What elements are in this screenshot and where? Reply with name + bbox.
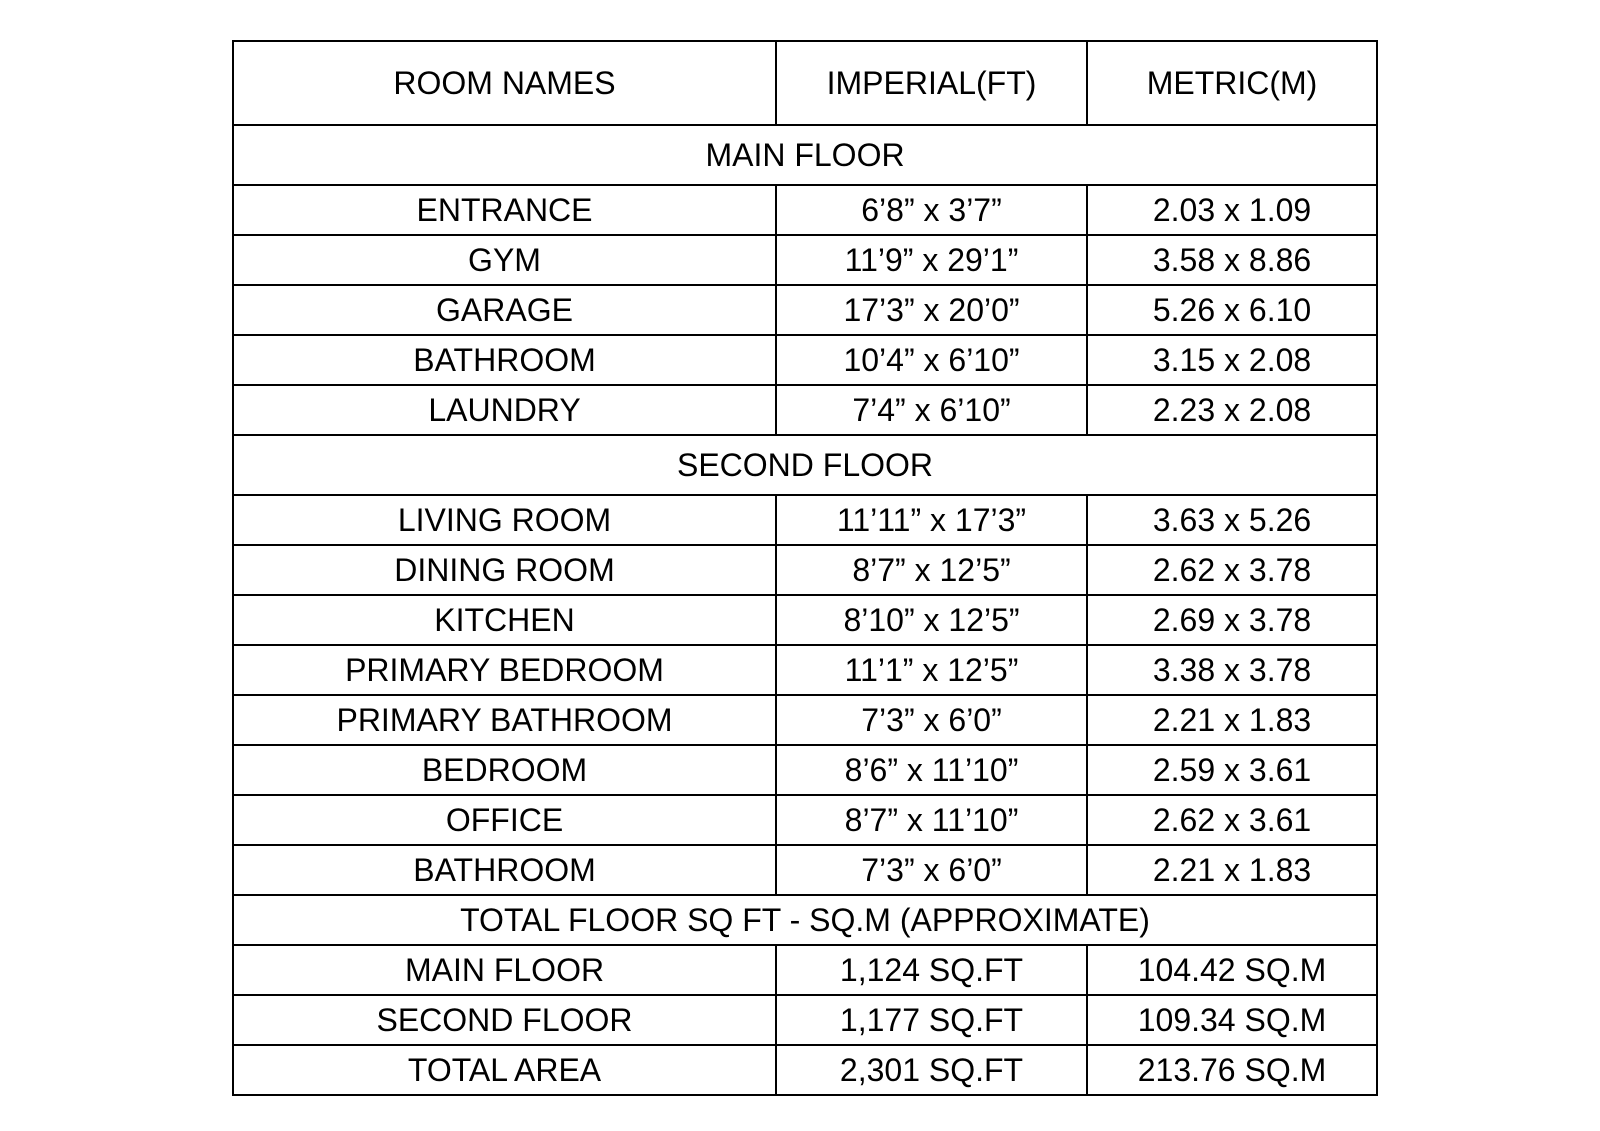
metric-value: 2.62 x 3.61 bbox=[1087, 795, 1377, 845]
section-title: SECOND FLOOR bbox=[233, 435, 1377, 495]
room-name: BATHROOM bbox=[233, 845, 776, 895]
metric-value: 2.21 x 1.83 bbox=[1087, 695, 1377, 745]
imperial-value: 10’4” x 6’10” bbox=[776, 335, 1087, 385]
room-name: DINING ROOM bbox=[233, 545, 776, 595]
table-row bbox=[233, 1045, 1377, 1095]
total-name: MAIN FLOOR bbox=[233, 945, 776, 995]
table-row bbox=[233, 185, 1377, 235]
header-metric: METRIC(M) bbox=[1087, 41, 1377, 125]
metric-value: 2.69 x 3.78 bbox=[1087, 595, 1377, 645]
metric-value: 5.26 x 6.10 bbox=[1087, 285, 1377, 335]
table-row bbox=[233, 495, 1377, 545]
imperial-value: 2,301 SQ.FT bbox=[776, 1045, 1087, 1095]
imperial-value: 1,177 SQ.FT bbox=[776, 995, 1087, 1045]
metric-value: 109.34 SQ.M bbox=[1087, 995, 1377, 1045]
room-name: ENTRANCE bbox=[233, 185, 776, 235]
imperial-value: 11’9” x 29’1” bbox=[776, 235, 1087, 285]
table-row bbox=[233, 235, 1377, 285]
room-name: PRIMARY BATHROOM bbox=[233, 695, 776, 745]
section-second-floor bbox=[233, 435, 1377, 495]
metric-value: 2.21 x 1.83 bbox=[1087, 845, 1377, 895]
section-title: TOTAL FLOOR SQ FT - SQ.M (APPROXIMATE) bbox=[233, 895, 1377, 945]
table-row bbox=[233, 695, 1377, 745]
table-row bbox=[233, 335, 1377, 385]
imperial-value: 1,124 SQ.FT bbox=[776, 945, 1087, 995]
header-imperial: IMPERIAL(FT) bbox=[776, 41, 1087, 125]
metric-value: 213.76 SQ.M bbox=[1087, 1045, 1377, 1095]
table-row bbox=[233, 795, 1377, 845]
room-dimensions-table bbox=[232, 40, 1378, 1096]
imperial-value: 7’3” x 6’0” bbox=[776, 845, 1087, 895]
section-totals bbox=[233, 895, 1377, 945]
metric-value: 2.03 x 1.09 bbox=[1087, 185, 1377, 235]
room-name: BATHROOM bbox=[233, 335, 776, 385]
metric-value: 2.59 x 3.61 bbox=[1087, 745, 1377, 795]
room-name: KITCHEN bbox=[233, 595, 776, 645]
table-row bbox=[233, 745, 1377, 795]
imperial-value: 6’8” x 3’7” bbox=[776, 185, 1087, 235]
metric-value: 3.38 x 3.78 bbox=[1087, 645, 1377, 695]
room-name: PRIMARY BEDROOM bbox=[233, 645, 776, 695]
table-row bbox=[233, 995, 1377, 1045]
room-name: GARAGE bbox=[233, 285, 776, 335]
room-name: OFFICE bbox=[233, 795, 776, 845]
table-row bbox=[233, 945, 1377, 995]
room-name: LIVING ROOM bbox=[233, 495, 776, 545]
metric-value: 3.63 x 5.26 bbox=[1087, 495, 1377, 545]
imperial-value: 17’3” x 20’0” bbox=[776, 285, 1087, 335]
total-name: SECOND FLOOR bbox=[233, 995, 776, 1045]
imperial-value: 8’7” x 12’5” bbox=[776, 545, 1087, 595]
table-row bbox=[233, 645, 1377, 695]
imperial-value: 11’11” x 17’3” bbox=[776, 495, 1087, 545]
section-main-floor bbox=[233, 125, 1377, 185]
metric-value: 2.23 x 2.08 bbox=[1087, 385, 1377, 435]
room-name: LAUNDRY bbox=[233, 385, 776, 435]
imperial-value: 7’4” x 6’10” bbox=[776, 385, 1087, 435]
table-row bbox=[233, 285, 1377, 335]
room-name: BEDROOM bbox=[233, 745, 776, 795]
table-row bbox=[233, 595, 1377, 645]
metric-value: 3.58 x 8.86 bbox=[1087, 235, 1377, 285]
metric-value: 2.62 x 3.78 bbox=[1087, 545, 1377, 595]
imperial-value: 8’6” x 11’10” bbox=[776, 745, 1087, 795]
metric-value: 3.15 x 2.08 bbox=[1087, 335, 1377, 385]
table-row bbox=[233, 545, 1377, 595]
imperial-value: 8’7” x 11’10” bbox=[776, 795, 1087, 845]
imperial-value: 8’10” x 12’5” bbox=[776, 595, 1087, 645]
metric-value: 104.42 SQ.M bbox=[1087, 945, 1377, 995]
imperial-value: 7’3” x 6’0” bbox=[776, 695, 1087, 745]
table-row bbox=[233, 845, 1377, 895]
header-row bbox=[233, 41, 1377, 125]
header-room-names: ROOM NAMES bbox=[233, 41, 776, 125]
room-name: GYM bbox=[233, 235, 776, 285]
section-title: MAIN FLOOR bbox=[233, 125, 1377, 185]
table-row bbox=[233, 385, 1377, 435]
total-name: TOTAL AREA bbox=[233, 1045, 776, 1095]
imperial-value: 11’1” x 12’5” bbox=[776, 645, 1087, 695]
